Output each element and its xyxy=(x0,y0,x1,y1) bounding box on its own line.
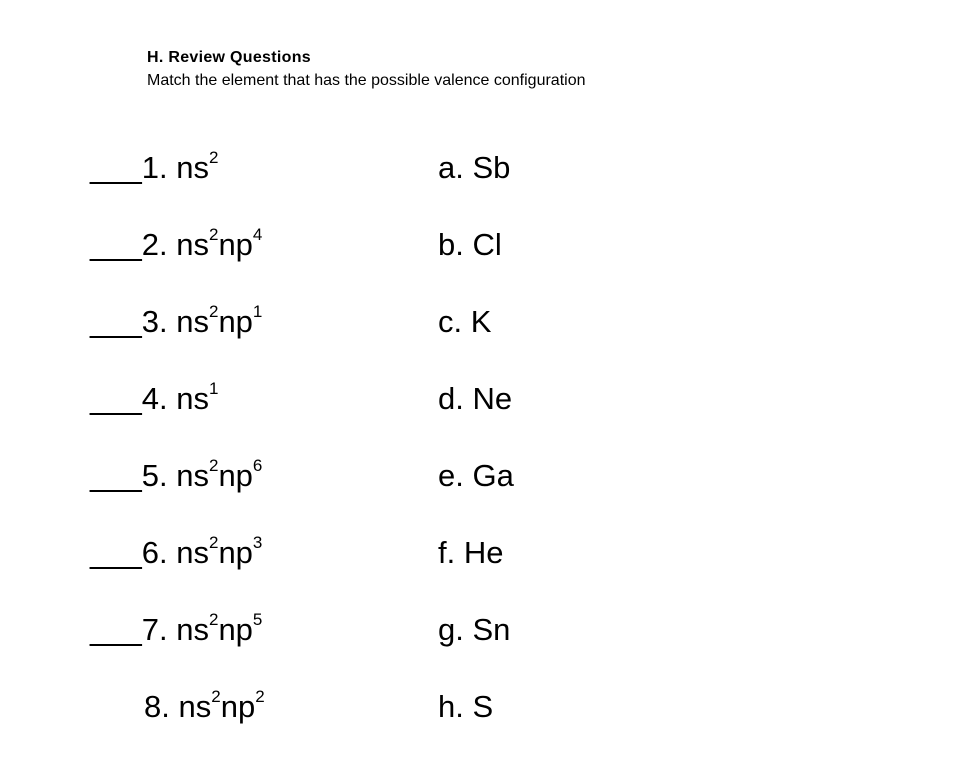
question-row xyxy=(90,225,650,302)
question-config xyxy=(90,610,262,650)
electron-count: 2 xyxy=(211,686,221,706)
electron-count: 5 xyxy=(252,609,263,629)
answer-option: b. Cl xyxy=(438,227,502,262)
answer-blank: ___ xyxy=(90,458,142,493)
matching-list xyxy=(90,148,650,764)
orbital-label: ns xyxy=(178,689,212,724)
question-config xyxy=(90,687,265,727)
orbital-label: np xyxy=(218,535,253,570)
electron-count: 1 xyxy=(208,378,219,398)
question-row xyxy=(90,379,650,456)
electron-count: 2 xyxy=(255,686,265,706)
orbital-label: ns xyxy=(176,381,209,416)
answer-option: e. Ga xyxy=(438,458,514,493)
orbital-label: ns xyxy=(176,535,209,570)
orbital-label: np xyxy=(218,458,253,493)
orbital-label: np xyxy=(218,612,253,647)
question-number: 8. xyxy=(144,689,170,724)
electron-count: 1 xyxy=(252,301,263,321)
question-number: 6. xyxy=(141,535,168,570)
answer-option: d. Ne xyxy=(438,381,513,416)
orbital-label: ns xyxy=(176,227,209,262)
question-row xyxy=(90,148,650,225)
page-header xyxy=(147,46,586,92)
orbital-label: ns xyxy=(176,612,209,647)
question-config xyxy=(90,456,262,496)
question-config xyxy=(90,302,262,342)
question-row xyxy=(90,456,650,533)
question-config xyxy=(90,225,262,265)
question-number: 5. xyxy=(141,458,168,493)
orbital-label: ns xyxy=(176,150,209,185)
electron-count: 3 xyxy=(252,532,263,552)
electron-count: 6 xyxy=(252,455,263,475)
answer-option: a. Sb xyxy=(438,150,511,185)
question-config xyxy=(90,379,218,419)
answer-blank: ___ xyxy=(90,612,142,647)
question-row xyxy=(90,687,650,764)
electron-count: 2 xyxy=(208,224,219,244)
answer-blank: ___ xyxy=(90,535,142,570)
answer-option: h. S xyxy=(438,689,494,724)
electron-count: 4 xyxy=(252,224,263,244)
page-title: H. Review Questions xyxy=(147,49,311,66)
question-config xyxy=(90,148,218,188)
question-row xyxy=(90,302,650,379)
question-number: 2. xyxy=(141,227,168,262)
answer-option: c. K xyxy=(438,304,492,339)
orbital-label: np xyxy=(218,304,253,339)
electron-count: 2 xyxy=(208,532,219,552)
answer-blank: ___ xyxy=(90,150,142,185)
answer-option: f. He xyxy=(438,535,504,570)
orbital-label: np xyxy=(218,227,253,262)
question-number: 4. xyxy=(141,381,168,416)
answer-blank: ___ xyxy=(90,381,142,416)
electron-count: 2 xyxy=(208,147,219,167)
question-config xyxy=(90,533,262,573)
question-number: 7. xyxy=(141,612,168,647)
question-number: 3. xyxy=(141,304,168,339)
answer-option: g. Sn xyxy=(438,612,511,647)
instructions: Match the element that has the possible valence configuration xyxy=(147,72,586,89)
question-row xyxy=(90,610,650,687)
orbital-label: ns xyxy=(176,458,209,493)
answer-blank: ___ xyxy=(90,304,142,339)
answer-blank: ___ xyxy=(90,227,142,262)
electron-count: 2 xyxy=(208,609,219,629)
electron-count: 2 xyxy=(208,301,219,321)
orbital-label: ns xyxy=(176,304,209,339)
electron-count: 2 xyxy=(208,455,219,475)
question-number: 1. xyxy=(141,150,168,185)
question-row xyxy=(90,533,650,610)
orbital-label: np xyxy=(220,689,256,724)
